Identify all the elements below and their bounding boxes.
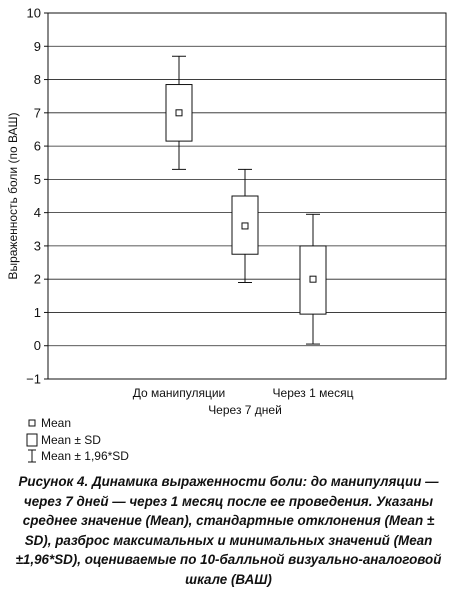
legend-box-symbol — [27, 434, 37, 446]
y-tick-label-1: 0 — [33, 338, 41, 354]
x-axis-category-labels — [133, 386, 354, 417]
mean-marker-0 — [176, 110, 182, 116]
y-tick-label-10: 9 — [33, 38, 41, 54]
y-tick-label-3: 2 — [33, 271, 41, 287]
mean-marker-1 — [242, 223, 248, 229]
x-category-label-0: До манипуляции — [132, 386, 226, 400]
box-group-1 — [232, 169, 258, 282]
y-axis-ticks — [26, 6, 48, 387]
y-tick-label-0: −1 — [26, 371, 41, 387]
y-tick-label-4: 3 — [33, 238, 41, 254]
y-tick-label-5: 4 — [33, 205, 41, 221]
legend-label-2: Mean ± 1,96*SD — [41, 449, 129, 463]
legend-label-0: Mean — [41, 416, 72, 430]
figure-caption: Рисунок 4. Динамика выраженности боли: до манипуляции — через 7 дней — через 1 месяц после ее проведения. Указаны среднее значение (Mean), стандартные отклонения (Mean ± SD), разброс максимальных и минимальных значений (Mean ±1,96*SD), оцениваемые по 10-балльной визуально-аналоговой шкале (ВАШ) — [15, 474, 442, 587]
box-group-0 — [166, 56, 192, 169]
legend-label-1: Mean ± SD — [41, 433, 101, 447]
legend-mean-symbol — [29, 420, 35, 426]
legend-item-1 — [27, 433, 101, 447]
y-tick-label-6: 5 — [33, 171, 41, 187]
y-axis-label: Выраженность боли (по ВАШ) — [6, 112, 20, 280]
y-tick-label-8: 7 — [33, 105, 41, 121]
legend-item-0 — [29, 416, 71, 430]
x-category-label-1: Через 7 дней — [208, 403, 282, 417]
x-category-label-2: Через 1 месяц — [272, 386, 354, 400]
y-tick-label-7: 6 — [33, 138, 41, 154]
y-tick-label-2: 1 — [33, 304, 41, 320]
legend-item-2 — [28, 449, 129, 463]
mean-marker-2 — [310, 276, 316, 282]
legend — [27, 416, 129, 463]
y-tick-label-9: 8 — [33, 72, 41, 88]
y-tick-label-11: 10 — [26, 5, 41, 21]
box-series — [166, 56, 326, 344]
box-group-2 — [300, 214, 326, 344]
